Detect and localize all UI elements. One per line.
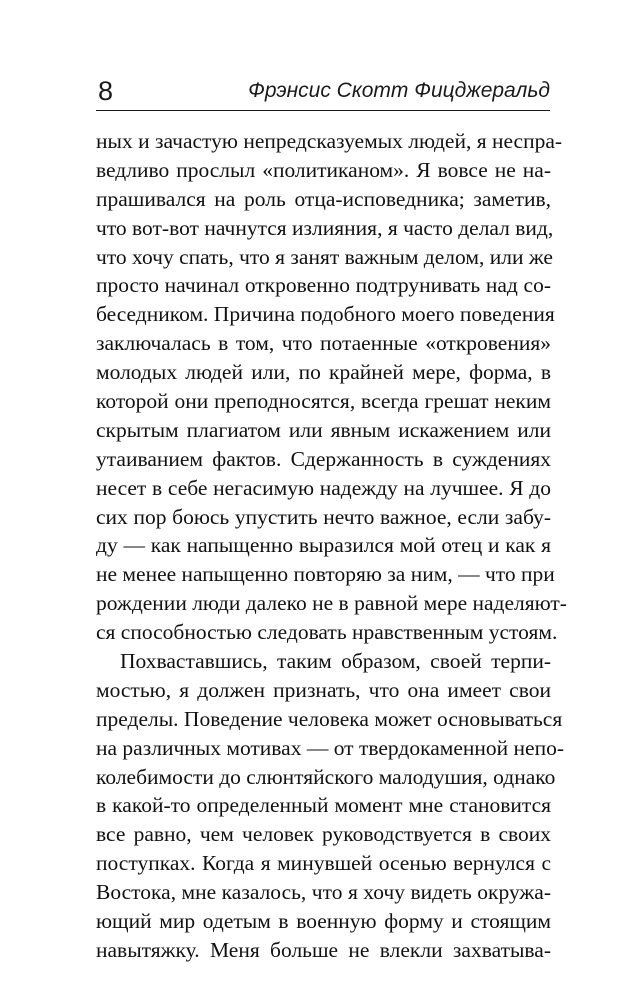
running-head: Фрэнсис Скотт Фицджеральд bbox=[248, 79, 550, 102]
header-rule bbox=[96, 110, 550, 111]
text-line: утаиванием фактов. Сдержанность в суждениях bbox=[96, 446, 551, 471]
text-line: ведливо прослыл «политиканом». Я вовсе не на- bbox=[96, 157, 551, 182]
text-line: ду — как напыщенно выразился мой отец и как я bbox=[96, 533, 551, 558]
text-line: скрытым плагиатом или явным искажением или bbox=[96, 417, 551, 442]
text-line: Востока, мне казалось, что я хочу видеть окружа- bbox=[96, 880, 551, 905]
text-line: пределы. Поведение человека может основываться bbox=[96, 706, 563, 731]
text-line: мостью, я должен признать, что она имеет свои bbox=[96, 677, 551, 702]
text-line: все равно, чем человек руководствуется в своих bbox=[96, 822, 551, 847]
body-text bbox=[96, 127, 567, 965]
text-line: что вот-вот начнутся излияния, я часто делал вид, bbox=[96, 215, 554, 240]
text-line: молодых людей или, по крайней мере, форма, в bbox=[96, 360, 551, 385]
text-line: навытяжку. Меня больше не влекли захватыва- bbox=[96, 937, 551, 962]
text-line: заключалась в том, что потаенные «откровения» bbox=[96, 331, 551, 356]
paragraph-1 bbox=[96, 127, 567, 647]
text-line: которой они преподносятся, всегда грешат неким bbox=[96, 389, 551, 414]
text-line: ся способностью следовать нравственным устоям. bbox=[96, 620, 558, 645]
text-line: просто начинал откровенно подтрунивать над со- bbox=[96, 273, 551, 298]
text-line: сих пор боюсь упустить нечто важное, если забу- bbox=[96, 504, 551, 529]
text-line: на различных мотивах — от твердокаменной непо- bbox=[96, 735, 564, 760]
text-line: несет в себе негасимую надежду на лучшее. Я до bbox=[96, 475, 551, 500]
text-line: беседником. Причина подобного моего поведения bbox=[96, 302, 555, 327]
text-line: колебимости до слюнтяйского малодушия, однако bbox=[96, 764, 556, 789]
text-line: рождении люди далеко не в равной мере наделяют- bbox=[96, 591, 567, 616]
text-line: поступках. Когда я минувшей осенью вернулся с bbox=[96, 851, 551, 876]
text-line: что хочу спать, что я занят важным делом, или же bbox=[96, 244, 553, 269]
page-number: 8 bbox=[98, 76, 114, 106]
text-line: прашивался на роль отца-исповедника; заметив, bbox=[96, 186, 551, 211]
paragraph-2 bbox=[96, 647, 564, 965]
text-line: ющий мир одетым в военную форму и стоящим bbox=[96, 909, 551, 934]
text-line: не менее напыщенно повторяю за ним, — что при bbox=[96, 562, 555, 587]
text-line: Похваставшись, таким образом, своей терпи- bbox=[120, 649, 551, 674]
text-line: ных и зачастую непредсказуемых людей, я неспра- bbox=[96, 129, 563, 153]
text-line: в какой-то определенный момент мне становится bbox=[96, 793, 551, 818]
